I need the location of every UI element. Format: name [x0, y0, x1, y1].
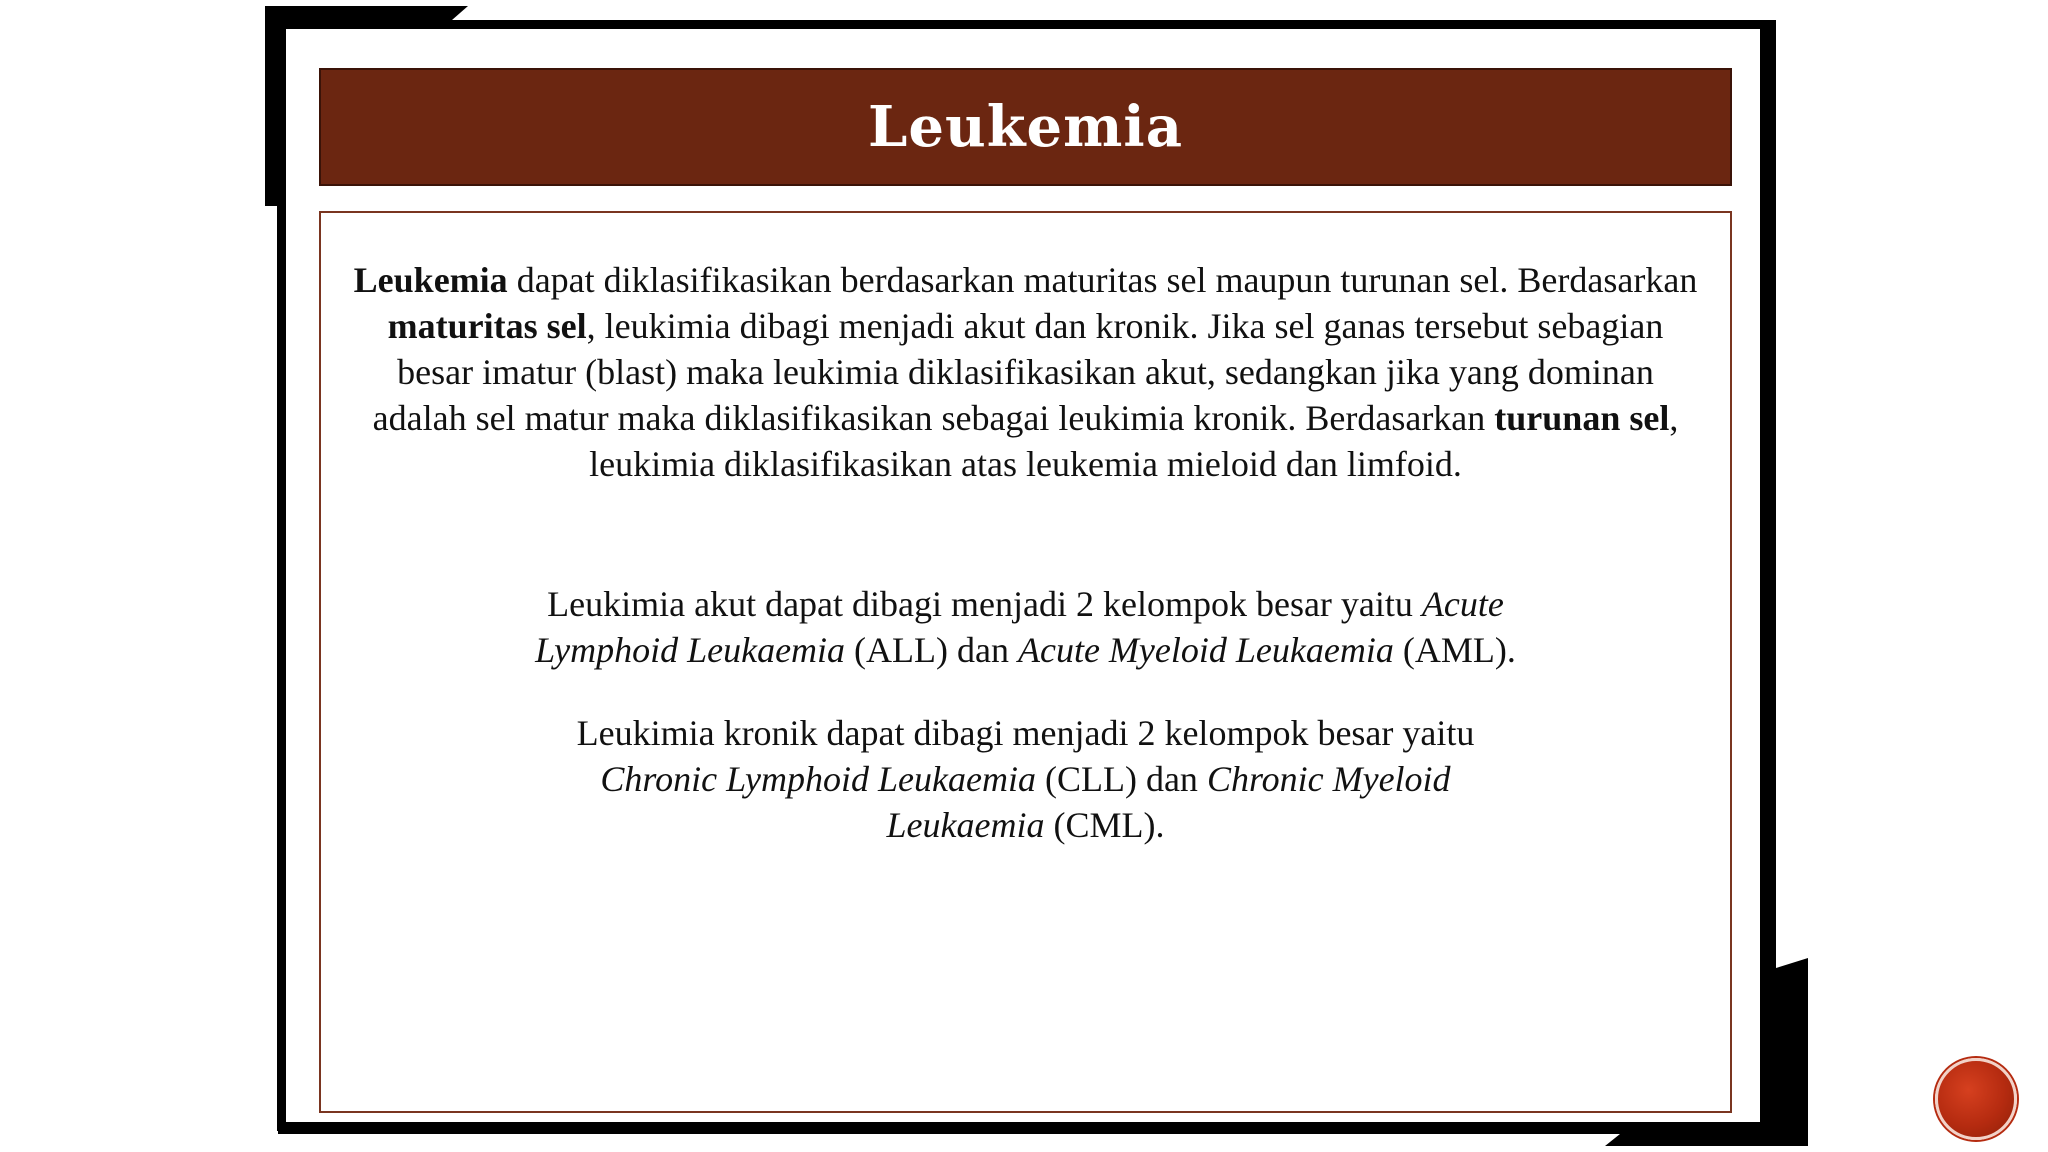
acute-post: (AML).: [1393, 630, 1516, 670]
acute-pre: Leukimia akut dapat dibagi menjadi 2 kelompok besar yaitu: [547, 584, 1422, 624]
slide-title: Leukemia: [868, 94, 1183, 160]
sentence-1-rest: dapat diklasifikasikan berdasarkan maturitas sel maupun turunan sel.: [507, 260, 1518, 300]
term-maturitas-sel: maturitas sel: [387, 306, 587, 346]
paragraph-acute: [321, 581, 1730, 673]
chronic-mid: (CLL) dan: [1035, 759, 1207, 799]
term-aml: Acute Myeloid Leukaemia: [1017, 630, 1394, 670]
sentence-3-pre: Berdasarkan: [1305, 398, 1495, 438]
sentence-3-rest: , leukimia diklasifikasikan atas leukemia mieloid dan limfoid.: [589, 398, 1679, 484]
title-bar: [319, 68, 1732, 186]
chronic-post: (CML).: [1044, 805, 1165, 845]
chronic-pre: Leukimia kronik dapat dibagi menjadi 2 kelompok besar yaitu: [576, 713, 1475, 753]
circle-button-icon[interactable]: [1935, 1058, 2017, 1140]
term-turunan-sel: turunan sel: [1494, 398, 1670, 438]
acute-mid: (ALL) dan: [845, 630, 1018, 670]
term-cll: Chronic Lymphoid Leukaemia: [600, 759, 1036, 799]
sentence-2-pre: Berdasarkan: [1517, 260, 1698, 300]
term-leukemia: Leukemia: [353, 260, 508, 300]
term-all: Acute Lymphoid Leukaemia: [535, 584, 1504, 670]
content-box: [319, 211, 1732, 1113]
paragraph-chronic: [321, 710, 1730, 848]
term-cml: Chronic Myeloid Leukaemia: [886, 759, 1451, 845]
sentence-2-rest: , leukimia dibagi menjadi akut dan kronik. Jika sel ganas tersebut sebagian besar imatur (blast) maka leukimia diklasifikasikan akut, sedangkan jika yang dominan adalah sel matur maka diklasifikasikan sebagai leukimia kronik.: [372, 306, 1664, 438]
paragraph-classification: [321, 257, 1730, 487]
